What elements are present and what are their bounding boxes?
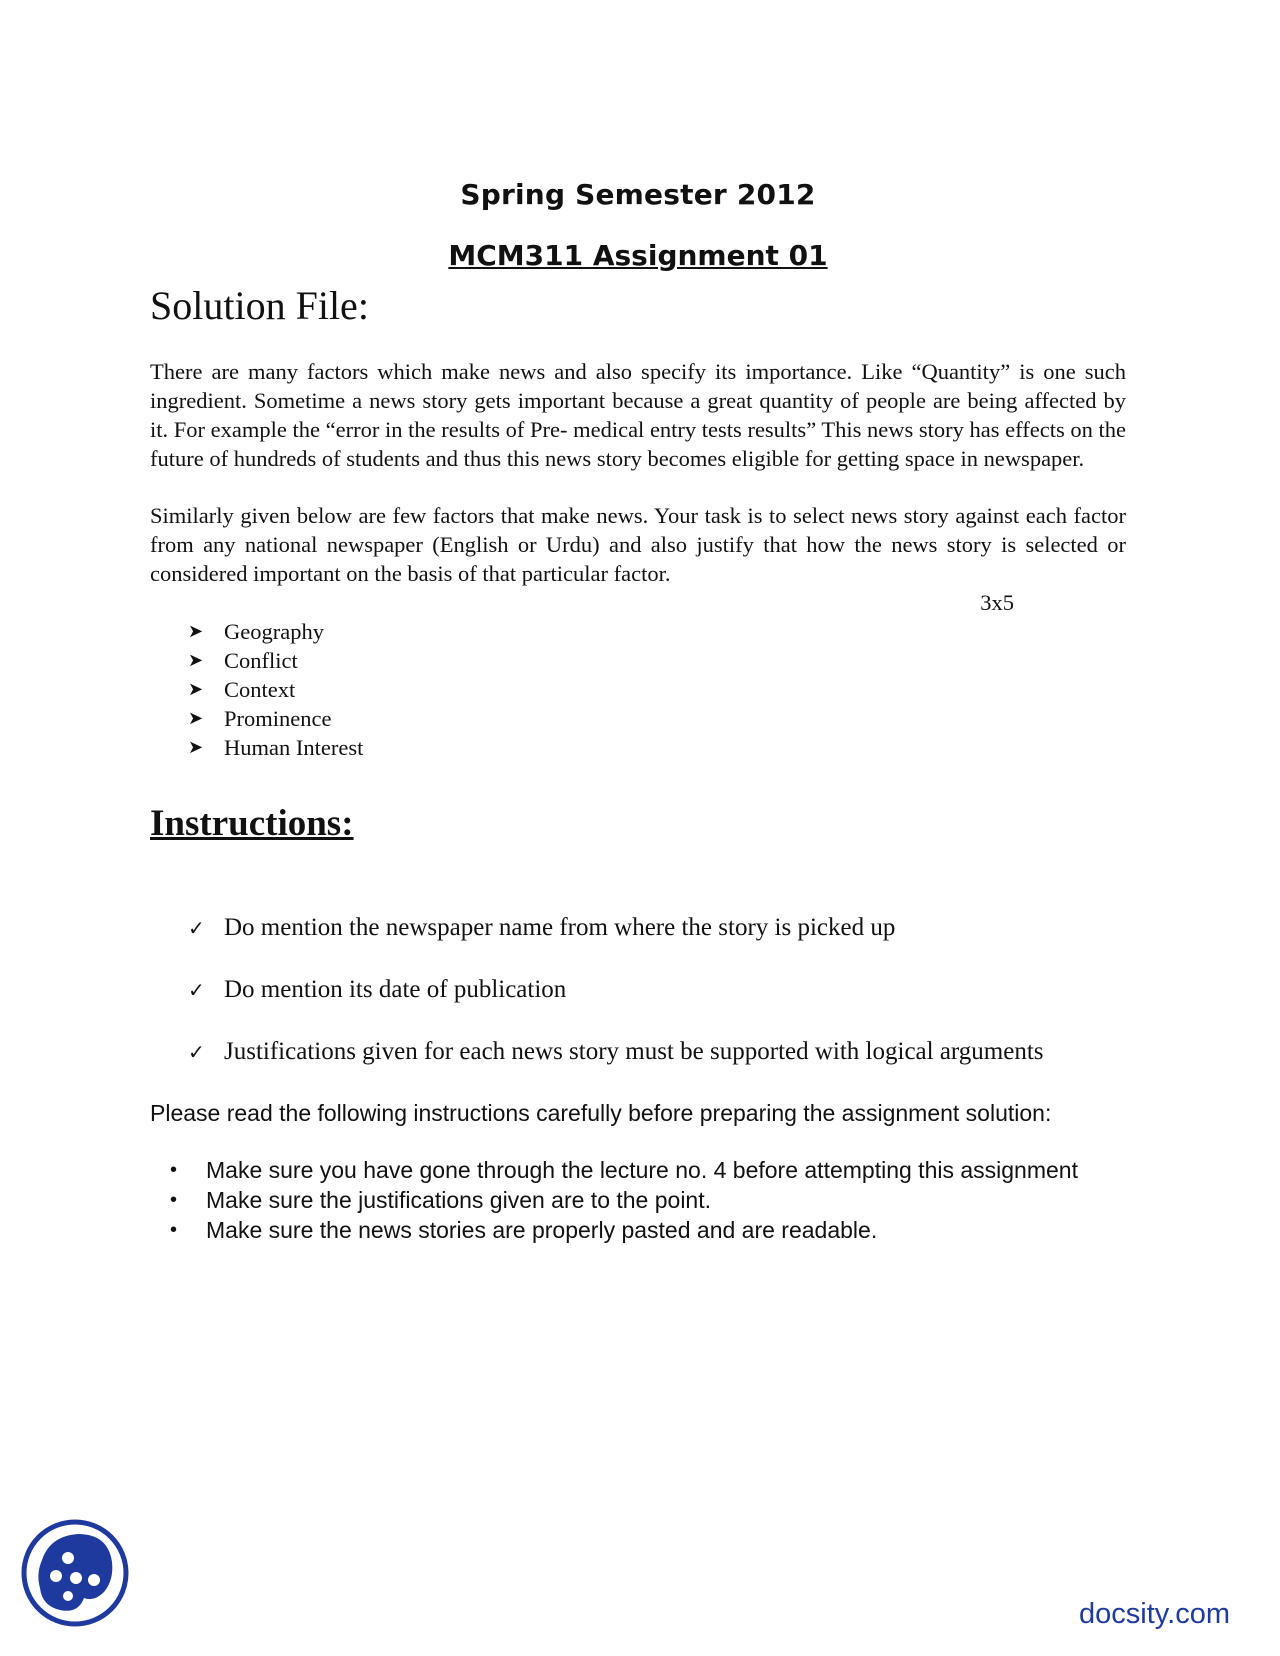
checkmark-icon: ✓ bbox=[188, 978, 205, 1002]
check-list bbox=[150, 913, 1126, 1067]
list-item bbox=[170, 1217, 1126, 1243]
factor-list bbox=[150, 617, 1126, 762]
factor-label: Conflict bbox=[224, 648, 298, 673]
document-page bbox=[150, 170, 1126, 1247]
intro-paragraph: There are many factors which make news and also specify its importance. Like “Quantity” is one such ingredient. Sometime a news story gets important because a great quantity of people are being affected by it. For example the “error in the results of Pre- medical entry tests results” This news story has effects on the future of hundreds of students and thus this news story becomes eligible for getting space in newspaper. bbox=[150, 359, 1126, 471]
list-item bbox=[188, 704, 1126, 733]
check-label: Justifications given for each news story must be supported with logical arguments bbox=[224, 1038, 1044, 1065]
check-label: Do mention its date of publication bbox=[224, 976, 567, 1003]
check-label: Do mention the newspaper name from where the story is picked up bbox=[224, 914, 896, 941]
factor-label: Context bbox=[224, 677, 296, 702]
checkmark-icon: ✓ bbox=[188, 916, 205, 940]
list-item bbox=[188, 733, 1126, 762]
list-item bbox=[170, 1157, 1126, 1183]
solution-title: Solution File: bbox=[150, 283, 369, 328]
bullet-icon: • bbox=[170, 1159, 178, 1181]
assignment-heading: MCM311 Assignment 01 bbox=[448, 239, 828, 272]
arrowhead-icon: ➤ bbox=[188, 708, 204, 729]
docsity-logo-icon bbox=[20, 1518, 130, 1628]
task-paragraph: Similarly given below are few factors that make news. Your task is to select news story against each factor from any national newspaper (English or Urdu) and also justify that how the news story is selected or considered important on the basis of that particular factor. bbox=[150, 503, 1126, 586]
arrowhead-icon: ➤ bbox=[188, 621, 204, 642]
bullet-label: Make sure you have gone through the lecture no. 4 before attempting this assignment bbox=[206, 1157, 1078, 1183]
list-item bbox=[188, 913, 1126, 943]
docsity-watermark[interactable]: docsity.com bbox=[1079, 1598, 1230, 1630]
checkmark-icon: ✓ bbox=[188, 1040, 205, 1064]
please-read-text: Please read the following instructions carefully before preparing the assignment solution: bbox=[150, 1100, 1052, 1126]
arrowhead-icon: ➤ bbox=[188, 679, 204, 700]
arrowhead-icon: ➤ bbox=[188, 650, 204, 671]
bullet-label: Make sure the news stories are properly pasted and are readable. bbox=[206, 1217, 878, 1243]
instructions-title: Instructions: bbox=[150, 803, 354, 844]
arrowhead-icon: ➤ bbox=[188, 737, 204, 758]
factor-label: Geography bbox=[224, 619, 324, 644]
bullet-label: Make sure the justifications given are to the point. bbox=[206, 1187, 712, 1213]
bullet-icon: • bbox=[170, 1219, 178, 1241]
list-item bbox=[188, 675, 1126, 704]
factor-label: Prominence bbox=[224, 706, 332, 731]
bullet-icon: • bbox=[170, 1189, 178, 1211]
list-item bbox=[188, 1037, 1126, 1067]
bullet-list bbox=[150, 1157, 1126, 1243]
list-item bbox=[188, 646, 1126, 675]
factor-label: Human Interest bbox=[224, 735, 364, 760]
list-item bbox=[188, 975, 1126, 1005]
list-item bbox=[188, 617, 1126, 646]
marks-label: 3x5 bbox=[980, 590, 1014, 615]
semester-heading: Spring Semester 2012 bbox=[460, 178, 816, 211]
list-item bbox=[170, 1187, 1126, 1213]
